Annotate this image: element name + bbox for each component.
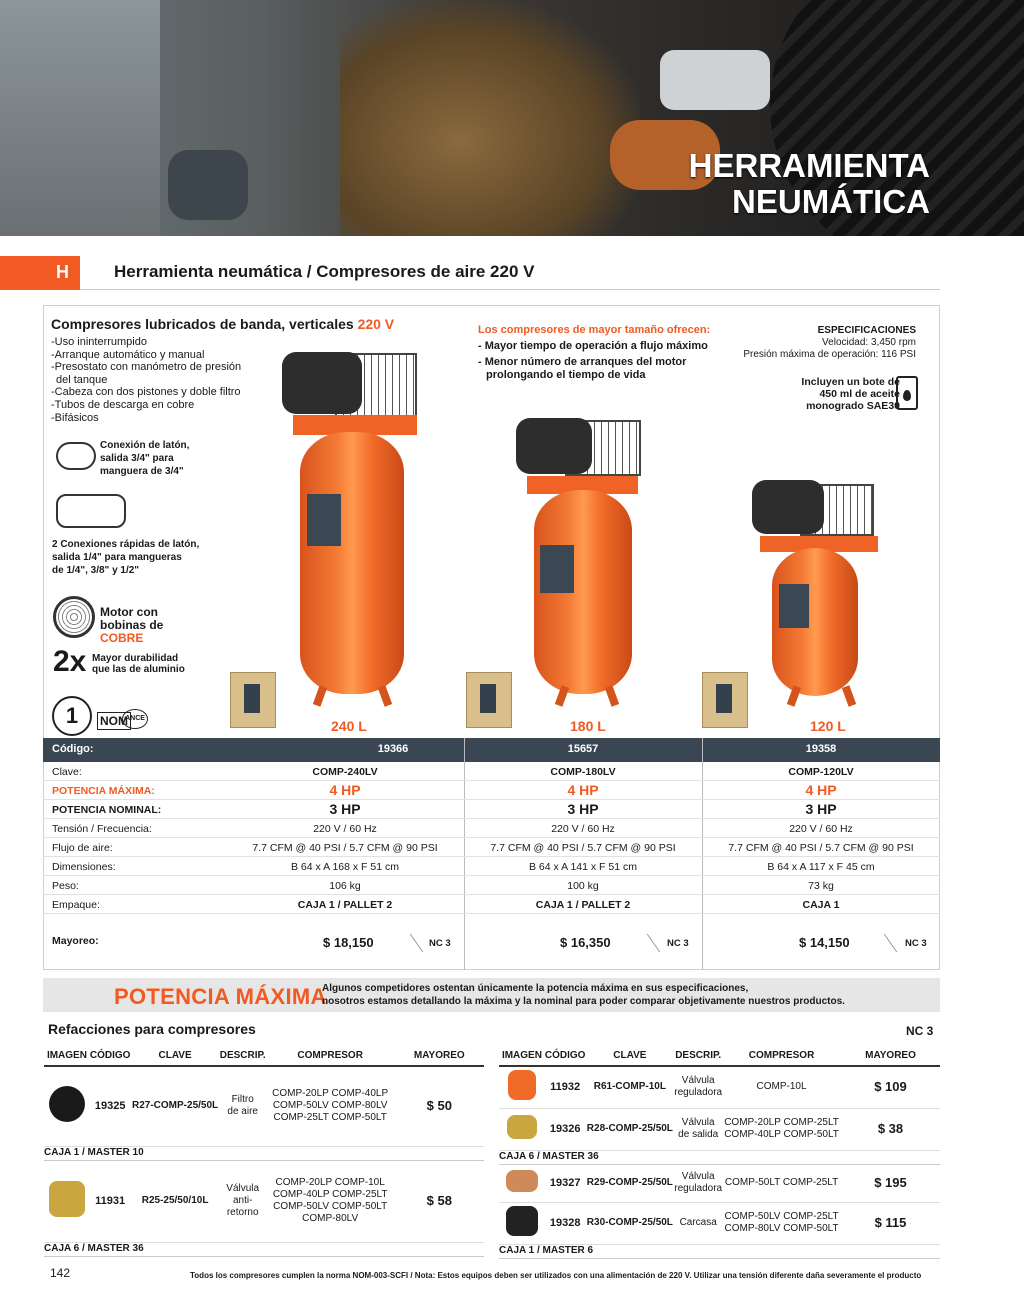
product-title: Compresores lubricados de banda, verticales 220 V [51, 316, 395, 332]
feature-item: -Arranque automático y manual [51, 348, 205, 361]
feature-item: -Cabeza con dos pistones y doble filtro [51, 386, 241, 399]
col-header: COMPRESOR [266, 1046, 395, 1066]
nc-label: NC 3 [429, 938, 451, 949]
impact-wrench [660, 50, 770, 110]
regulator-valve-image [508, 1070, 536, 1100]
col-header: MAYOREO [395, 1046, 484, 1066]
col-header: IMAGEN [44, 1046, 90, 1066]
tank-label [307, 494, 341, 546]
capacity-120: 120 L [810, 718, 846, 734]
motor-text: Motor con bobinas de COBRE [100, 605, 164, 645]
col-header: CLAVE [130, 1046, 219, 1066]
table-row: Flujo de aire: 7.7 CFM @ 40 PSI / 5.7 CFM @ 90 PSI 7.7 CFM @ 40 PSI / 5.7 CFM @ 90 PSI 7.7 CFM @ 40 PSI / 5.7 CFM @ 90 PSI [43, 838, 940, 857]
footer-note: Todos los compresores cumplen la norma NOM-003-SCFI / Nota: Estos equipos deben ser utilizados con una alimentación de 220 V. Utilizar una tensión diferente daña severamente el producto [190, 1271, 922, 1280]
brass-connector-icon [56, 442, 96, 470]
quick-connection-text: 2 Conexiones rápidas de latón, salida 1/4" para mangueras de 1/4", 3/8" y 1/2" [52, 539, 200, 576]
table-row: Tensión / Frecuencia: 220 V / 60 Hz 220 V / 60 Hz 220 V / 60 Hz [43, 819, 940, 838]
code-cell: 15657 [567, 743, 599, 755]
table-row: 19328 R30-COMP-25/50L Carcasa COMP-50LV COMP-25LT COMP-80LV COMP-50LT $ 115 [499, 1202, 940, 1244]
background-compressor [168, 150, 248, 220]
specifications: ESPECIFICACIONES Velocidad: 3,450 rpm Presión máxima de operación: 116 PSI [743, 325, 916, 360]
parts-table-right [499, 1046, 940, 1259]
table-row: 11931 R25-25/50/10L Válvula anti-retorno COMP-20LP COMP-10L COMP-40LP COMP-25LT COMP-50LV COMP-50LT COMP-80LV $ 58 [44, 1160, 484, 1242]
feature-item: -Bifásicos [51, 411, 99, 424]
divider [80, 289, 940, 290]
hero-title: HERRAMIENTA NEUMÁTICA [688, 147, 930, 220]
oil-note: Incluyen un bote de 450 ml de aceite monogrado SAE30 [801, 376, 900, 412]
table-row: Peso: 106 kg 100 kg 73 kg [43, 876, 940, 895]
table-row: Dimensiones: B 64 x A 168 x F 51 cm B 64 x A 141 x F 51 cm B 64 x A 117 x F 45 cm [43, 857, 940, 876]
header-label: Código: [52, 743, 94, 755]
nc-label: NC 3 [667, 938, 689, 949]
callout-benefits: Los compresores de mayor tamaño ofrecen: - Mayor tiempo de operación a flujo máximo - Menor número de arranques del motor prolongando el tiempo de vida [478, 324, 711, 381]
table-row: POTENCIA NOMINAL: 3 HP 3 HP 3 HP [43, 800, 940, 819]
capacity-180: 180 L [570, 718, 606, 734]
table-header [43, 738, 940, 762]
box-image [230, 672, 276, 728]
caja-row: CAJA 6 / MASTER 36 [44, 1242, 484, 1256]
parts-table-left [44, 1046, 484, 1257]
air-filter-image [49, 1086, 85, 1122]
col-header: COMPRESOR [722, 1046, 841, 1066]
motor-factor: 2x [53, 645, 87, 678]
code-cell: 19366 [377, 743, 409, 755]
col-header: DESCRIP. [220, 1046, 266, 1066]
caja-row: CAJA 1 / MASTER 6 [499, 1244, 940, 1258]
table-row: 19325 R27-COMP-25/50L Filtro de aire COMP-20LP COMP-40LP COMP-50LV COMP-80LV COMP-25LT COMP-50LT $ 50 [44, 1066, 484, 1146]
col-header: MAYOREO [841, 1046, 940, 1066]
col-header: CLAVE [585, 1046, 674, 1066]
ance-cert: ANCE [122, 709, 148, 729]
feature-list [51, 336, 241, 424]
feature-item: -Tubos de descarga en cobre [51, 398, 195, 411]
compressor-head [516, 418, 592, 474]
refacciones-title: Refacciones para compresores [48, 1021, 256, 1037]
compressor-head [282, 352, 362, 414]
table-row: Empaque: CAJA 1 / PALLET 2 CAJA 1 / PALLET 2 CAJA 1 [43, 895, 940, 914]
table-row: 11932 R61-COMP-10L Válvula reguladora COMP-10L $ 109 [499, 1066, 940, 1108]
box-image [702, 672, 748, 728]
outlet-valve-image [507, 1115, 537, 1139]
quick-connector-icon [56, 494, 126, 528]
price-120: $ 14,150 [799, 935, 850, 950]
mayoreo-row: Mayoreo: [52, 935, 99, 947]
regulator-valve-image [506, 1170, 538, 1192]
background-rack [0, 0, 160, 236]
caja-row: CAJA 1 / MASTER 10 [44, 1146, 484, 1160]
compressor-tank-240 [300, 432, 404, 694]
col-header: CÓDIGO [90, 1046, 131, 1066]
table-row: 19326 R28-COMP-25/50L Válvula de salida COMP-20LP COMP-25LT COMP-40LP COMP-50LT $ 38 [499, 1108, 940, 1150]
col-header: DESCRIP. [674, 1046, 722, 1066]
price-240: $ 18,150 [323, 935, 374, 950]
caja-row: CAJA 6 / MASTER 36 [499, 1150, 940, 1164]
warranty-badge: 1 [52, 696, 92, 736]
table-row: POTENCIA MÁXIMA: 4 HP 4 HP 4 HP [43, 781, 940, 800]
potencia-title: POTENCIA MÁXIMA [114, 984, 327, 1009]
col-header: IMAGEN [499, 1046, 545, 1066]
housing-image [506, 1206, 538, 1236]
hero-banner [0, 0, 1024, 236]
tank-label [540, 545, 574, 593]
col-header: CÓDIGO [545, 1046, 586, 1066]
brass-connection-text: Conexión de latón, salida 3/4" para manguera de 3/4" [100, 440, 190, 477]
check-valve-image [49, 1181, 85, 1217]
nc-label: NC 3 [905, 938, 927, 949]
capacity-240: 240 L [331, 718, 367, 734]
oil-bottle-icon [896, 376, 918, 410]
section-letter: H [0, 256, 80, 290]
nom-cert: NOM [97, 712, 131, 730]
table-row: 19327 R29-COMP-25/50L Válvula reguladora COMP-50LT COMP-25LT $ 195 [499, 1164, 940, 1202]
potencia-desc: Algunos competidores ostentan únicamente la potencia máxima en sus especificaciones, nosotros estamos detallando la máxima y la nominal para poder comparar objetivamente nuestros productos. [322, 983, 845, 1007]
compressor-head [752, 480, 824, 534]
table-row: Clave: COMP-240LV COMP-180LV COMP-120LV [43, 762, 940, 781]
motor-icon [53, 596, 95, 638]
worker-photo [340, 0, 640, 236]
tank-label [779, 584, 809, 628]
section-title: Herramienta neumática / Compresores de aire 220 V [114, 262, 535, 281]
feature-item: -Presostato con manómetro de presión [51, 361, 242, 374]
feature-item: -Uso ininterrumpido [51, 336, 147, 348]
box-image [466, 672, 512, 728]
code-cell: 19358 [805, 743, 837, 755]
refacciones-nc: NC 3 [906, 1024, 934, 1038]
feature-item: del tanque [56, 373, 108, 386]
page-number: 142 [50, 1266, 71, 1280]
motor-subtext: Mayor durabilidad que las de aluminio [92, 653, 185, 675]
price-180: $ 16,350 [560, 935, 611, 950]
